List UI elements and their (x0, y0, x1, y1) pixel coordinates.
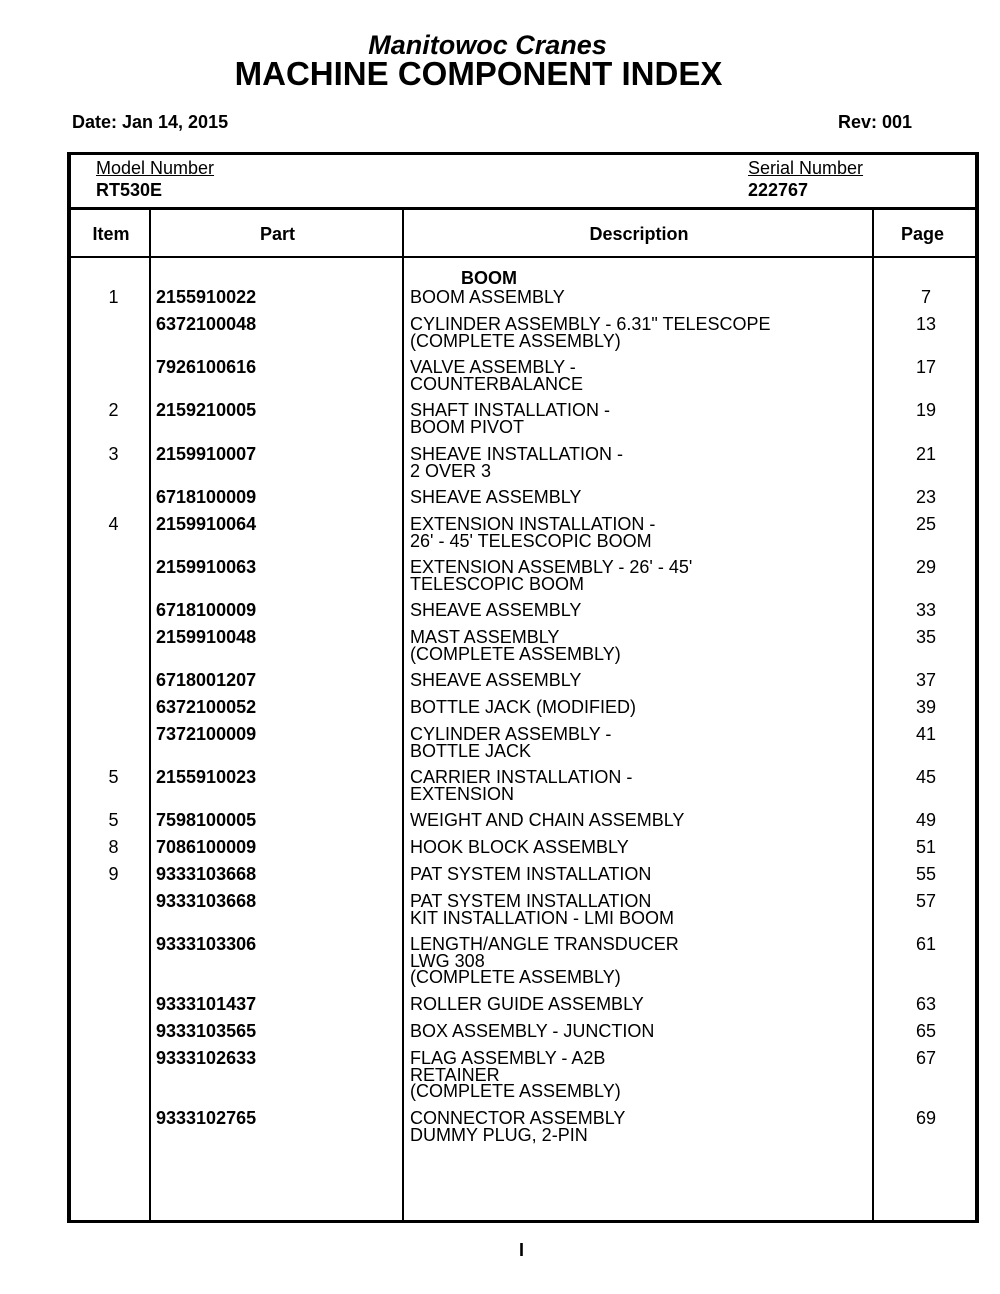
page-reference: 65 (915, 1021, 937, 1041)
description-line: (COMPLETE ASSEMBLY) (410, 1081, 621, 1101)
description-line: EXTENSION INSTALLATION - (410, 514, 656, 534)
part-number: 6372100048 (156, 314, 257, 334)
description-line: SHEAVE INSTALLATION - (410, 444, 624, 464)
description-line: HOOK BLOCK ASSEMBLY (410, 837, 629, 857)
page-reference: 69 (915, 1108, 937, 1128)
part-number: 2159910007 (156, 444, 257, 464)
page-reference: 29 (915, 557, 937, 577)
part-number: 6372100052 (156, 697, 257, 717)
page-reference: 57 (915, 891, 937, 911)
part-number: 6718100009 (156, 487, 257, 507)
component-index-table (67, 152, 979, 1223)
part-description (410, 839, 870, 856)
description-line: BOX ASSEMBLY - JUNCTION (410, 1021, 655, 1041)
page-reference: 41 (915, 724, 937, 744)
part-number: 2159210005 (156, 400, 257, 420)
description-line: BOOM PIVOT (410, 416, 525, 437)
part-number: 7598100005 (156, 810, 257, 830)
part-description (410, 516, 870, 549)
header-divider (71, 256, 975, 258)
part-number: 7372100009 (156, 724, 257, 744)
part-number: 2159910064 (156, 514, 257, 534)
page-reference: 51 (915, 837, 937, 857)
item-number: 8 (108, 837, 119, 857)
description-line: EXTENSION (410, 783, 515, 804)
document-title: MACHINE COMPONENT INDEX (234, 55, 723, 92)
part-description (410, 289, 870, 306)
part-number: 2155910022 (156, 287, 257, 307)
part-number: 9333102633 (156, 1048, 257, 1068)
item-number: 9 (108, 864, 119, 884)
section-heading-text: BOOM (461, 268, 517, 288)
page-reference: 33 (915, 600, 937, 620)
description-line: CONNECTOR ASSEMBLY (410, 1108, 626, 1128)
description-line: 2 OVER 3 (410, 460, 492, 481)
document-revision: Rev: 001 (838, 112, 913, 132)
part-description (410, 699, 870, 716)
part-number: 9333101437 (156, 994, 257, 1014)
part-number: 6718100009 (156, 600, 257, 620)
page-reference: 37 (915, 670, 937, 690)
part-number: 2159910048 (156, 627, 257, 647)
part-description (410, 1110, 870, 1143)
part-description (410, 559, 870, 592)
description-line: COUNTERBALANCE (410, 373, 584, 394)
description-line: SHEAVE ASSEMBLY (410, 487, 582, 507)
item-number: 4 (108, 514, 119, 534)
description-line: BOTTLE JACK (MODIFIED) (410, 697, 637, 717)
part-description (410, 602, 870, 619)
item-number: 2 (108, 400, 119, 420)
page-reference: 21 (915, 444, 937, 464)
part-description (410, 359, 870, 392)
page-reference: 13 (915, 314, 937, 334)
part-number: 6718001207 (156, 670, 257, 690)
part-description (410, 893, 870, 926)
description-line: SHEAVE ASSEMBLY (410, 600, 582, 620)
page-number: I (518, 1240, 524, 1260)
part-description (410, 446, 870, 479)
description-line: LWG 308 (410, 950, 485, 971)
part-description (410, 1050, 870, 1100)
description-line: CYLINDER ASSEMBLY - 6.31" TELESCOPE (410, 314, 771, 334)
description-line: (COMPLETE ASSEMBLY) (410, 643, 621, 664)
description-line: 26' - 45' TELESCOPIC BOOM (410, 530, 652, 551)
model-number-label: Model Number (96, 158, 215, 178)
description-line: BOTTLE JACK (410, 740, 532, 761)
page-reference: 19 (915, 400, 937, 420)
column-header-part: Part (259, 224, 295, 244)
description-line: CARRIER INSTALLATION - (410, 767, 633, 787)
column-divider (149, 210, 151, 1220)
page-reference: 39 (915, 697, 937, 717)
page-reference: 63 (915, 994, 937, 1014)
column-header-description: Description (589, 224, 689, 244)
part-description (410, 672, 870, 689)
page-reference: 25 (915, 514, 937, 534)
page-reference: 49 (915, 810, 937, 830)
page-reference: 55 (915, 864, 937, 884)
description-line: EXTENSION ASSEMBLY - 26' - 45' (410, 557, 693, 577)
item-number: 1 (108, 287, 119, 307)
part-number: 9333103306 (156, 934, 257, 954)
part-description (410, 866, 870, 883)
description-line: LENGTH/ANGLE TRANSDUCER (410, 934, 679, 954)
serial-number-value: 222767 (748, 180, 809, 200)
part-description (410, 936, 870, 986)
column-header-item: Item (92, 224, 130, 244)
description-line: PAT SYSTEM INSTALLATION (410, 891, 652, 911)
part-number: 9333103565 (156, 1021, 257, 1041)
description-line: MAST ASSEMBLY (410, 627, 560, 647)
part-description (410, 812, 870, 829)
part-description (410, 1023, 870, 1040)
description-line: RETAINER (410, 1064, 500, 1085)
part-description (410, 769, 870, 802)
page-reference: 67 (915, 1048, 937, 1068)
part-number: 9333103668 (156, 891, 257, 911)
page-reference: 45 (915, 767, 937, 787)
part-number: 2155910023 (156, 767, 257, 787)
page-reference: 61 (915, 934, 937, 954)
document-date: Date: Jan 14, 2015 (72, 112, 229, 132)
description-line: SHAFT INSTALLATION - (410, 400, 611, 420)
page-reference: 17 (915, 357, 937, 377)
description-line: ROLLER GUIDE ASSEMBLY (410, 994, 644, 1014)
page-reference: 23 (915, 487, 937, 507)
serial-number-label: Serial Number (748, 158, 864, 178)
item-number: 5 (108, 810, 119, 830)
company-name: Manitowoc Cranes (368, 30, 607, 60)
part-number: 7086100009 (156, 837, 257, 857)
page-reference: 35 (915, 627, 937, 647)
description-line: VALVE ASSEMBLY - (410, 357, 576, 377)
description-line: SHEAVE ASSEMBLY (410, 670, 582, 690)
part-number: 7926100616 (156, 357, 257, 377)
column-header-page: Page (900, 224, 945, 244)
part-description (410, 489, 870, 506)
part-number: 9333103668 (156, 864, 257, 884)
description-line: TELESCOPIC BOOM (410, 573, 585, 594)
part-description (410, 629, 870, 662)
model-number-value: RT530E (96, 180, 163, 200)
description-line: (COMPLETE ASSEMBLY) (410, 330, 621, 351)
part-number: 2159910063 (156, 557, 257, 577)
page-reference: 7 (920, 287, 931, 307)
description-line: (COMPLETE ASSEMBLY) (410, 967, 621, 987)
description-line: BOOM ASSEMBLY (410, 287, 565, 307)
item-number: 5 (108, 767, 119, 787)
description-line: KIT INSTALLATION - LMI BOOM (410, 907, 675, 928)
description-line: FLAG ASSEMBLY - A2B (410, 1048, 606, 1068)
column-divider (872, 210, 874, 1220)
description-line: WEIGHT AND CHAIN ASSEMBLY (410, 810, 685, 830)
part-description (410, 996, 870, 1013)
item-number: 3 (108, 444, 119, 464)
part-description (410, 316, 870, 349)
part-description (410, 726, 870, 759)
column-divider (402, 210, 404, 1220)
description-line: DUMMY PLUG, 2-PIN (410, 1124, 588, 1145)
part-description (410, 402, 870, 435)
model-serial-block (71, 155, 975, 210)
part-number: 9333102765 (156, 1108, 257, 1128)
description-line: CYLINDER ASSEMBLY - (410, 724, 612, 744)
description-line: PAT SYSTEM INSTALLATION (410, 864, 652, 884)
